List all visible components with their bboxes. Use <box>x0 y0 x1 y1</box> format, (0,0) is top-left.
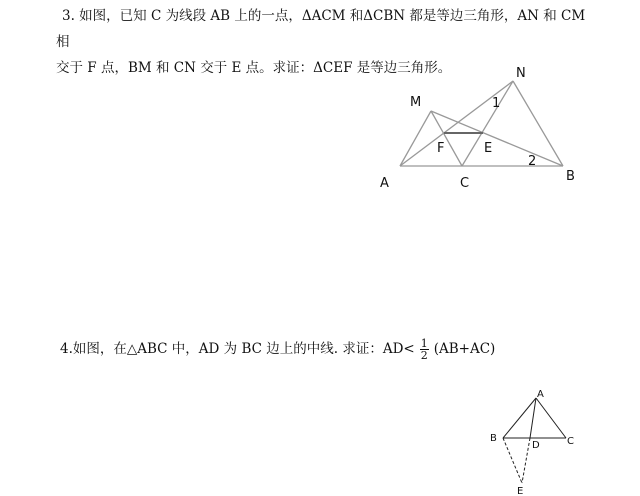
segment-be-dashed <box>503 438 522 483</box>
label-n: N <box>516 66 526 81</box>
fraction-numerator: 1 <box>420 336 428 350</box>
label-angle-1: 1 <box>492 96 501 111</box>
label-e: E <box>484 141 493 156</box>
label-b: B <box>566 169 575 184</box>
problem-4-figure <box>485 385 585 496</box>
label-e: E <box>517 486 524 496</box>
label-m: M <box>410 95 422 110</box>
problem-3-line-1: 3. 如图，已知 C 为线段 AB 上的一点，ΔACM 和ΔCBN 都是等边三角形，AN 和 CM 相 <box>56 8 586 50</box>
label-a: A <box>380 176 389 191</box>
label-f: F <box>437 141 445 156</box>
label-a: A <box>537 389 544 400</box>
problem-3-line-2: 交于 F 点，BM 和 CN 交于 E 点。求证：ΔCEF 是等边三角形。 <box>56 60 452 76</box>
segment-ac <box>536 398 566 438</box>
fraction-denominator: 2 <box>420 348 428 362</box>
label-angle-2: 2 <box>528 154 537 169</box>
problem-4-text-after: (AB+AC) <box>433 341 496 357</box>
problem-4-text <box>60 336 600 362</box>
problem-4-text-before: 4.如图，在△ABC 中，AD 为 BC 边上的中线. 求证：AD< <box>60 341 415 357</box>
segment-am <box>400 111 431 166</box>
label-c: C <box>567 436 574 447</box>
segment-mb <box>431 111 563 166</box>
segment-nb <box>513 81 563 166</box>
label-c: C <box>460 176 470 191</box>
segment-de-dashed <box>522 438 530 483</box>
segment-an <box>400 81 513 166</box>
label-d: D <box>532 440 540 451</box>
fraction-one-half <box>420 338 429 361</box>
problem-3-figure <box>370 60 600 200</box>
label-b: B <box>490 433 497 444</box>
